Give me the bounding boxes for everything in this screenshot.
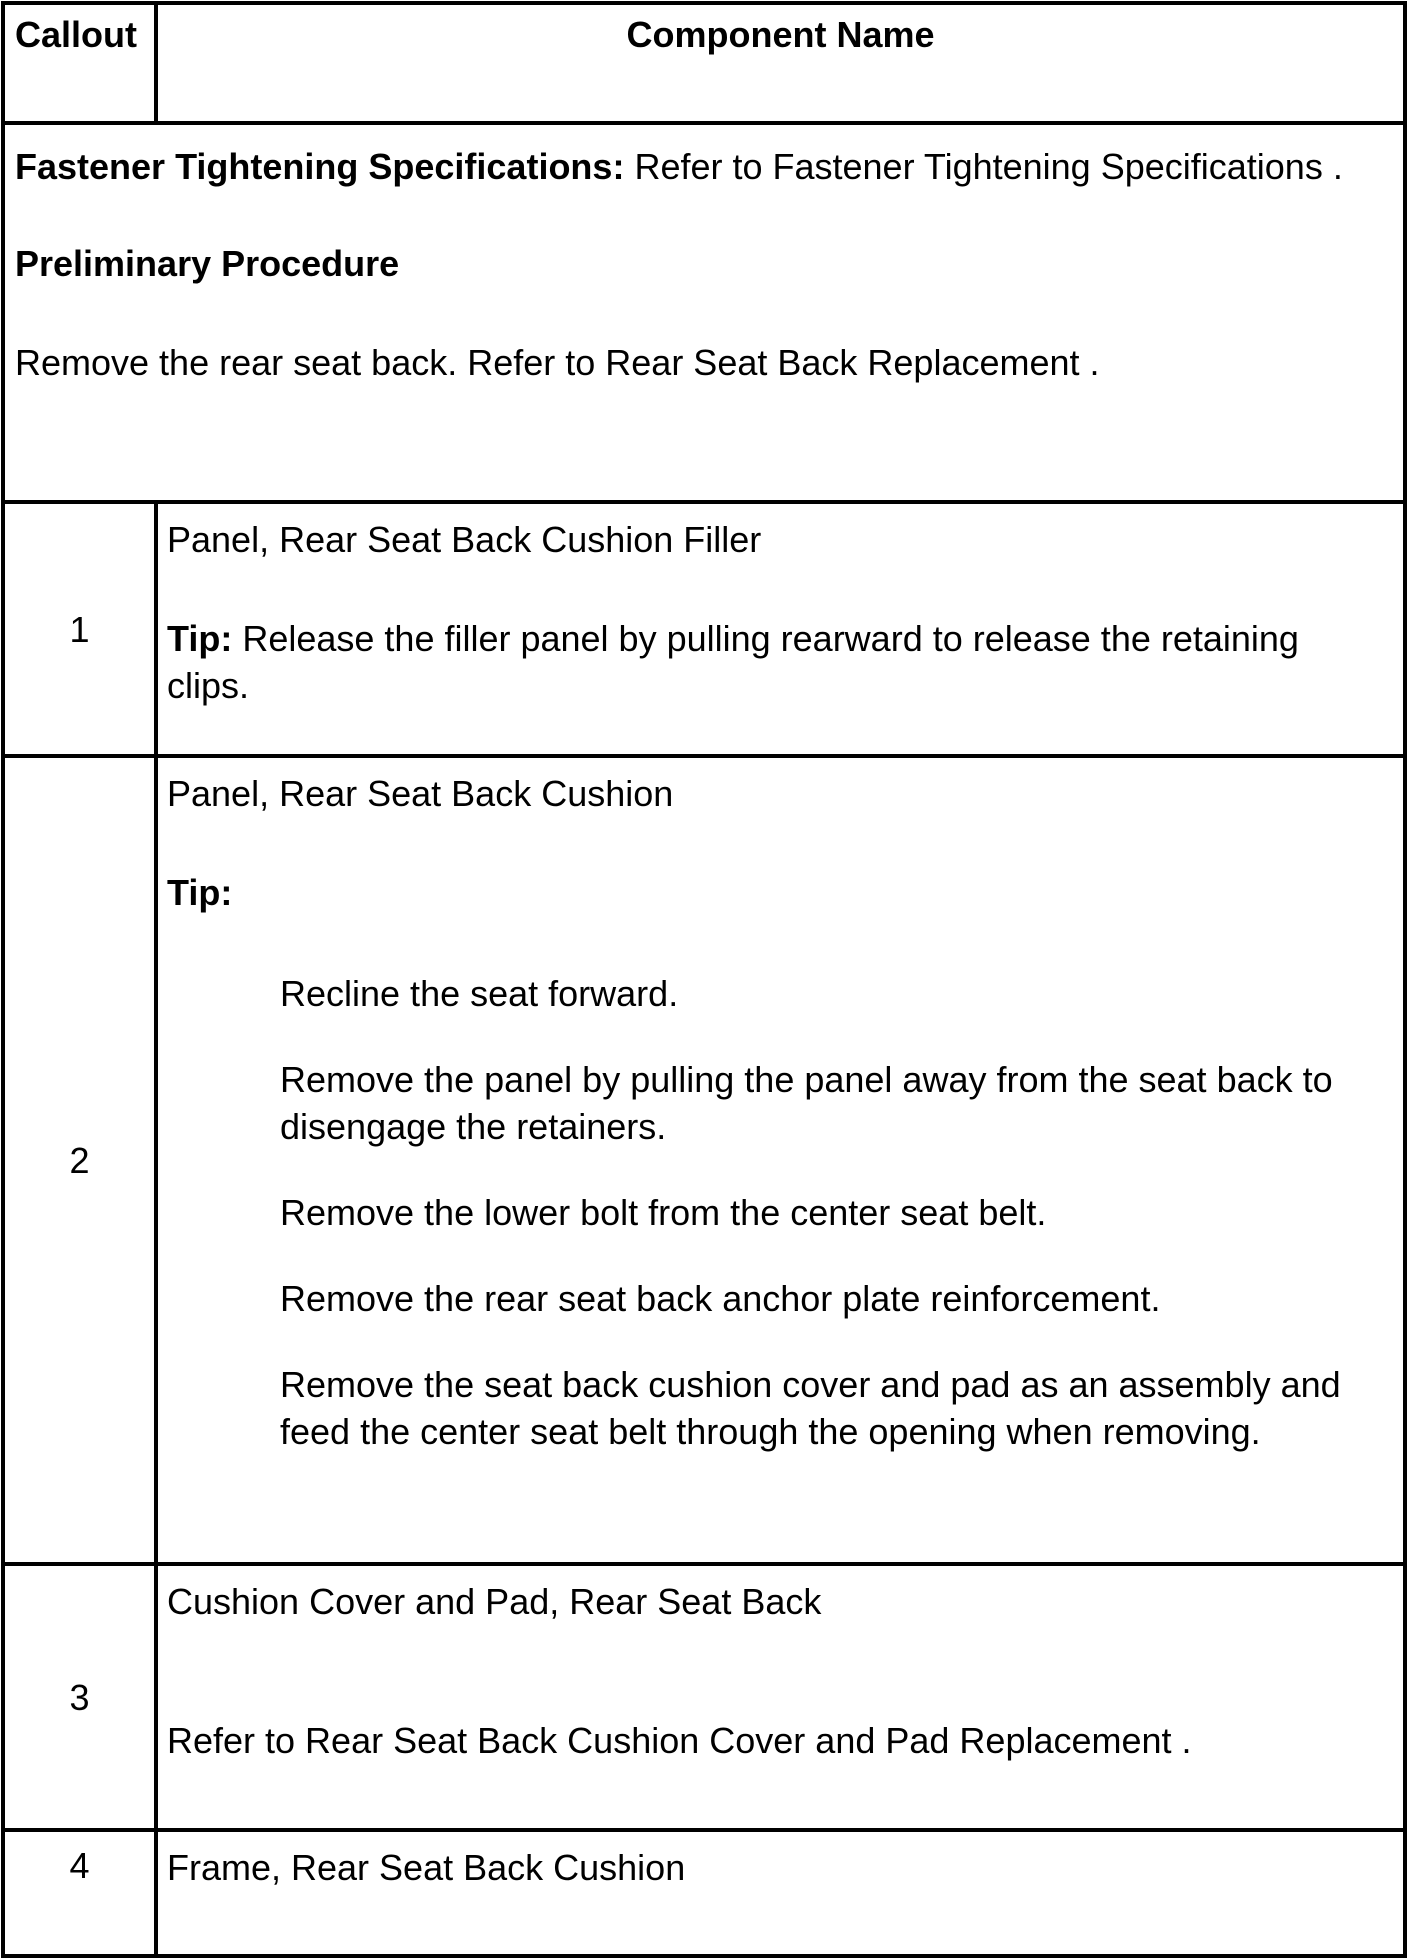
table-row <box>3 1564 1405 1830</box>
tip-step: Remove the rear seat back anchor plate reinforcement. <box>280 1278 1161 1319</box>
callout-number: 2 <box>3 756 156 1564</box>
preliminary-procedure-heading: Preliminary Procedure <box>15 243 400 284</box>
component-cell <box>156 1564 1405 1830</box>
component-name: Cushion Cover and Pad, Rear Seat Back <box>167 1581 822 1622</box>
component-name-column-header: Component Name <box>156 3 1405 123</box>
callout-number: 1 <box>3 502 156 756</box>
component-cell <box>156 502 1405 756</box>
fastener-spec-line <box>15 143 1395 190</box>
component-name: Panel, Rear Seat Back Cushion <box>167 773 674 814</box>
tip-step: Remove the lower bolt from the center seat belt. <box>280 1192 1047 1233</box>
fastener-spec-text: Refer to Fastener Tightening Specifications . <box>624 146 1343 187</box>
table-header-row <box>3 3 1405 123</box>
component-name: Frame, Rear Seat Back Cushion <box>167 1847 686 1888</box>
tip-step: Remove the seat back cushion cover and pad as an assembly and feed the center seat belt through the opening when removing. <box>280 1364 1341 1452</box>
tip-label: Tip: <box>167 872 233 913</box>
tip-step: Recline the seat forward. <box>280 973 679 1014</box>
component-note: Refer to Rear Seat Back Cushion Cover and Pad Replacement . <box>167 1720 1192 1761</box>
table-row <box>3 502 1405 756</box>
component-cell <box>156 1830 1405 1956</box>
callout-column-header: Callout <box>3 3 156 123</box>
components-table <box>1 1 1407 1958</box>
tip-line <box>167 615 1387 709</box>
tip-label: Tip: <box>167 618 233 659</box>
tip-steps-list <box>167 970 1387 1455</box>
component-cell <box>156 756 1405 1564</box>
preliminary-procedure-text: Remove the rear seat back. Refer to Rear Seat Back Replacement . <box>15 342 1100 383</box>
component-name: Panel, Rear Seat Back Cushion Filler <box>167 519 762 560</box>
fastener-spec-label: Fastener Tightening Specifications: <box>15 146 625 187</box>
table-row <box>3 756 1405 1564</box>
tip-text: Release the filler panel by pulling rearward to release the retaining clips. <box>167 618 1299 706</box>
tip-step: Remove the panel by pulling the panel away from the seat back to disengage the retainers. <box>280 1059 1333 1147</box>
callout-number: 4 <box>3 1830 156 1956</box>
preliminary-row <box>3 123 1405 502</box>
callout-number: 3 <box>3 1564 156 1830</box>
table-row <box>3 1830 1405 1956</box>
preliminary-cell <box>3 123 1405 502</box>
